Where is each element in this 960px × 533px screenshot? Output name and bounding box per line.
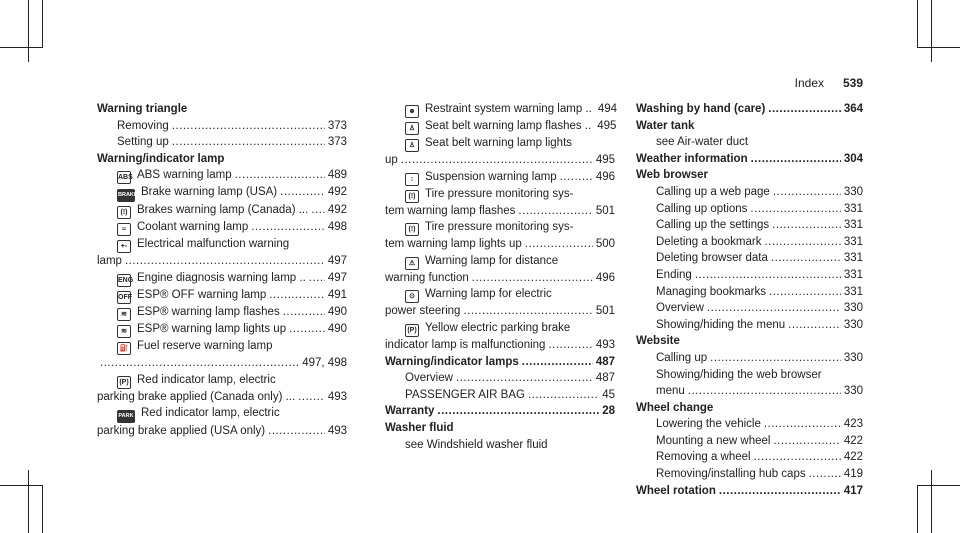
index-entry[interactable] — [636, 367, 863, 384]
leader-dots — [764, 416, 841, 433]
entry-label: Tire pressure monitoring sys- — [425, 187, 574, 200]
leader-dots — [280, 184, 325, 201]
index-entry[interactable] — [97, 202, 347, 219]
leader-dots — [548, 337, 592, 354]
page-ref[interactable]: 330 — [843, 185, 863, 198]
index-entry[interactable] — [97, 372, 347, 389]
page-ref[interactable]: 422 — [843, 451, 863, 464]
index-entry[interactable] — [97, 101, 347, 118]
crop-mark — [931, 470, 932, 533]
index-entry[interactable] — [636, 317, 863, 334]
index-entry[interactable] — [636, 201, 863, 218]
entry-text: Calling up the settings — [656, 219, 770, 232]
page-ref[interactable]: 492 — [327, 186, 347, 199]
steering-icon: ⊙ — [405, 290, 419, 303]
leader-dots — [456, 370, 593, 387]
entry-text: Warranty — [385, 405, 435, 418]
entry-label: Yellow electric parking brake — [425, 321, 571, 334]
crop-mark — [42, 0, 43, 48]
page-ref[interactable]: 489 — [327, 169, 347, 182]
entry-text — [117, 372, 276, 389]
index-column-2 — [385, 101, 615, 453]
index-entry[interactable] — [636, 101, 863, 118]
entry-text: Managing bookmarks — [656, 285, 766, 298]
entry-label: Tire pressure monitoring sys- — [425, 221, 574, 234]
index-entry[interactable] — [636, 466, 863, 483]
entry-text: Washing by hand (care) — [636, 103, 766, 115]
leader-dots — [309, 270, 325, 287]
index-entry[interactable] — [385, 403, 615, 420]
entry-text — [405, 169, 557, 186]
leader-dots — [751, 151, 841, 168]
page-ref[interactable]: 493 — [327, 425, 347, 438]
page-ref[interactable]: 487 — [595, 372, 615, 385]
index-entry[interactable] — [97, 184, 347, 202]
index-entry[interactable] — [385, 118, 615, 135]
index-entry[interactable] — [97, 405, 347, 423]
leader-dots — [769, 284, 841, 301]
entry-text: Wheel rotation — [636, 484, 716, 497]
leader-dots — [463, 303, 592, 320]
crop-mark — [917, 485, 960, 486]
index-entry[interactable] — [97, 167, 347, 184]
index-entry[interactable] — [97, 321, 347, 338]
leader-dots — [235, 167, 325, 184]
entry-label: Seat belt warning lamp lights — [425, 137, 573, 149]
entry-text: Showing/hiding the web browser — [656, 368, 822, 381]
entry-text — [117, 405, 280, 423]
index-entry-continuation[interactable] — [97, 389, 347, 406]
index-entry[interactable] — [636, 267, 863, 284]
entry-label: Red indicator lamp, electric — [137, 373, 276, 386]
crop-mark — [0, 485, 43, 486]
index-entry[interactable] — [636, 118, 863, 135]
entry-text: Washer fluid — [385, 421, 454, 434]
leader-dots — [401, 152, 593, 169]
entry-label: Warning lamp for distance — [425, 254, 559, 267]
leader-dots — [809, 466, 841, 483]
seatbelt-icon: ♙ — [405, 122, 419, 135]
leader-dots — [773, 184, 841, 201]
index-entry[interactable] — [97, 270, 347, 287]
leader-dots — [773, 433, 840, 450]
index-entry[interactable] — [385, 101, 615, 118]
entry-text — [405, 286, 552, 303]
entry-label: Brake warning lamp (USA) — [141, 186, 278, 199]
restraint-icon: ☻ — [405, 105, 419, 118]
index-entry[interactable] — [385, 219, 615, 236]
entry-text — [405, 219, 573, 236]
page-ref[interactable]: 493 — [327, 390, 347, 403]
entry-text — [117, 236, 289, 253]
entry-text: see Air-water duct — [656, 136, 749, 149]
entry-text: Showing/hiding the menu — [656, 318, 786, 331]
entry-text — [117, 184, 277, 202]
page-ref[interactable]: 498 — [327, 221, 347, 234]
entry-text: Wheel change — [636, 401, 714, 414]
entry-text: PASSENGER AIR BAG — [405, 388, 525, 401]
coolant-icon: ≈ — [117, 223, 131, 236]
index-entry[interactable] — [636, 134, 863, 151]
entry-text: Warning/indicator lamps — [385, 355, 519, 368]
index-entry[interactable] — [636, 250, 863, 267]
index-column-1 — [97, 101, 347, 440]
entry-text: tem warning lamp lights up — [385, 238, 522, 251]
page-ref[interactable]: 423 — [843, 418, 863, 431]
page-ref[interactable]: 331 — [843, 252, 863, 265]
leader-dots — [754, 449, 841, 466]
page-ref[interactable]: 487 — [595, 355, 615, 368]
entry-label: Fuel reserve warning lamp — [137, 339, 273, 352]
esp-lights-icon: ≋ — [117, 325, 131, 338]
index-entry[interactable] — [97, 236, 347, 253]
index-entry[interactable] — [385, 135, 615, 152]
distance-icon: ⚠ — [405, 257, 419, 270]
index-entry[interactable] — [385, 186, 615, 203]
index-entry-continuation[interactable] — [385, 152, 615, 169]
entry-text — [117, 270, 306, 287]
entry-text — [117, 338, 273, 355]
esp-off-icon: OFF — [117, 291, 131, 304]
index-entry[interactable] — [385, 370, 615, 387]
index-entry[interactable] — [636, 383, 863, 400]
entry-label: Suspension warning lamp — [425, 170, 557, 183]
index-entry[interactable] — [636, 350, 863, 367]
page-ref[interactable]: 373 — [327, 119, 347, 132]
leader-dots — [788, 317, 841, 334]
entry-text: Water tank — [636, 119, 695, 132]
index-entry[interactable] — [385, 437, 615, 454]
entry-label: Red indicator lamp, electric — [141, 407, 280, 420]
leader-dots — [750, 201, 840, 218]
crop-mark — [917, 0, 918, 48]
entry-text — [405, 186, 573, 203]
entry-label: ESP® warning lamp flashes — [137, 305, 280, 318]
entry-text: Deleting a bookmark — [656, 235, 762, 248]
index-entry[interactable] — [97, 304, 347, 321]
entry-text: indicator lamp is malfunctioning — [385, 338, 546, 351]
page-number: 539 — [842, 76, 863, 90]
index-entry[interactable] — [636, 300, 863, 317]
leader-dots — [251, 219, 325, 236]
leader-dots — [298, 389, 325, 406]
page-ref[interactable]: 494 — [597, 103, 617, 115]
entry-text: Lowering the vehicle — [656, 418, 761, 431]
entry-text: Setting up — [117, 136, 169, 149]
entry-label: ESP® warning lamp lights up — [137, 322, 287, 335]
leader-dots — [100, 355, 299, 372]
crop-mark — [931, 0, 932, 62]
brake-icon: BRAKE — [117, 189, 135, 202]
entry-text: Calling up a web page — [656, 185, 770, 198]
page-ref[interactable]: 497 — [327, 271, 347, 284]
page-ref[interactable]: 373 — [327, 136, 347, 149]
page-ref[interactable]: 501 — [595, 305, 615, 318]
leader-dots — [522, 354, 593, 371]
index-entry[interactable] — [636, 234, 863, 251]
leader-dots — [269, 287, 325, 304]
page-ref[interactable]: 331 — [843, 285, 863, 298]
leader-dots — [695, 267, 841, 284]
fuel-icon: ⛽ — [117, 342, 131, 355]
entry-text — [405, 118, 591, 135]
leader-dots — [172, 118, 325, 135]
index-entry[interactable] — [636, 167, 863, 184]
index-entry[interactable] — [636, 184, 863, 201]
index-entry[interactable] — [636, 333, 863, 350]
index-entry[interactable] — [385, 286, 615, 303]
page-ref[interactable]: 501 — [595, 204, 615, 217]
entry-text: Calling up options — [656, 202, 748, 215]
page-ref[interactable]: 45 — [602, 388, 615, 401]
crop-mark — [42, 485, 43, 533]
index-entry[interactable] — [385, 169, 615, 186]
page-ref[interactable]: 331 — [843, 219, 863, 232]
entry-text: lamp — [97, 255, 122, 268]
index-entry-continuation[interactable] — [385, 270, 615, 287]
entry-text: Calling up — [656, 351, 708, 364]
leader-dots — [707, 300, 841, 317]
index-entry[interactable] — [636, 400, 863, 417]
index-entry[interactable] — [97, 219, 347, 236]
leader-dots — [472, 270, 593, 287]
leader-dots — [764, 234, 840, 251]
index-entry[interactable] — [97, 287, 347, 304]
park-icon: PARK — [117, 410, 135, 423]
page-ref[interactable]: 331 — [843, 202, 863, 215]
entry-text — [117, 321, 286, 338]
page-ref[interactable]: 495 — [595, 154, 615, 166]
leader-dots — [771, 250, 841, 267]
leader-dots — [283, 304, 325, 321]
page-ref[interactable]: 497 — [327, 255, 347, 268]
entry-text: parking brake applied (USA only) — [97, 425, 266, 438]
entry-text — [117, 167, 232, 184]
entry-text — [405, 253, 558, 270]
leader-dots — [772, 217, 841, 234]
page-ref[interactable]: 330 — [843, 302, 863, 315]
page-ref[interactable]: 330 — [843, 385, 863, 398]
entry-label: Seat belt warning lamp flashes .. — [425, 120, 592, 132]
entry-text — [117, 304, 280, 321]
page-ref[interactable]: 28 — [602, 405, 615, 418]
entry-text: Warning triangle — [97, 103, 188, 115]
index-entry[interactable] — [97, 118, 347, 135]
entry-label: Coolant warning lamp — [137, 221, 249, 234]
index-entry-continuation[interactable] — [385, 337, 615, 354]
page-ref[interactable]: 419 — [843, 468, 863, 481]
leader-dots — [719, 483, 841, 500]
entry-text — [117, 202, 308, 219]
page-ref[interactable]: 490 — [327, 322, 347, 335]
leader-dots — [518, 203, 592, 220]
entry-text: Overview — [656, 302, 704, 315]
crop-mark — [28, 0, 29, 62]
header-label: Index — [794, 76, 824, 90]
page-ref[interactable]: 490 — [327, 305, 347, 318]
index-entry[interactable] — [385, 387, 615, 404]
leader-dots — [525, 236, 593, 253]
entry-text: Overview — [405, 372, 453, 385]
entry-text: Weather information — [636, 152, 748, 165]
entry-text: power steering — [385, 305, 461, 318]
index-entry[interactable] — [97, 151, 347, 168]
crop-mark — [0, 47, 43, 48]
page-ref[interactable]: 495 — [597, 120, 617, 132]
page-ref[interactable]: 496 — [595, 271, 615, 284]
page-ref[interactable]: 304 — [843, 152, 863, 165]
entry-text — [405, 101, 592, 118]
entry-text — [405, 135, 572, 152]
leader-dots — [688, 383, 841, 400]
index-column-3 — [636, 101, 863, 499]
brake-canada-icon: (!) — [117, 206, 131, 219]
page-ref[interactable]: 331 — [843, 235, 863, 248]
index-entry[interactable] — [636, 416, 863, 433]
index-entry[interactable] — [385, 354, 615, 371]
entry-label: Restraint system warning lamp .. — [425, 103, 592, 115]
page-ref[interactable]: 496 — [595, 170, 615, 183]
index-entry[interactable] — [385, 253, 615, 270]
index-entry-continuation[interactable] — [385, 236, 615, 253]
page-ref[interactable]: 493 — [595, 338, 615, 351]
abs-icon: ABS — [117, 171, 131, 184]
index-entry[interactable] — [385, 320, 615, 337]
page-ref[interactable]: 330 — [843, 318, 863, 331]
leader-dots — [311, 202, 325, 219]
entry-text — [117, 219, 248, 236]
leader-dots — [768, 101, 841, 118]
entry-text: Removing a wheel — [656, 451, 751, 464]
page-ref[interactable]: 491 — [327, 288, 347, 301]
engine-icon: ENG — [117, 274, 131, 287]
index-entry-continuation[interactable] — [97, 355, 347, 372]
index-entry[interactable] — [385, 420, 615, 437]
index-entry[interactable] — [636, 433, 863, 450]
page-ref[interactable]: 500 — [595, 238, 615, 251]
esp-icon: ≋ — [117, 308, 131, 321]
leader-dots — [710, 350, 841, 367]
index-entry[interactable] — [97, 338, 347, 355]
tire-pressure-icon: (!) — [405, 190, 419, 203]
yellow-parking-icon: (P) — [405, 324, 419, 337]
entry-text: parking brake applied (Canada only) ... — [97, 390, 296, 403]
page-ref[interactable]: 417 — [843, 484, 863, 497]
page-ref[interactable]: 330 — [843, 351, 863, 364]
entry-text: see Windshield washer fluid — [405, 438, 548, 451]
entry-text: Deleting browser data — [656, 252, 768, 265]
leader-dots — [560, 169, 593, 186]
leader-dots — [172, 134, 325, 151]
crop-mark — [917, 485, 918, 533]
index-entry-continuation[interactable] — [97, 253, 347, 270]
page-ref[interactable]: 331 — [843, 268, 863, 281]
entry-text — [405, 320, 570, 337]
entry-label: Engine diagnosis warning lamp .. — [137, 271, 306, 284]
index-entry-continuation[interactable] — [97, 423, 347, 440]
page-ref[interactable]: 492 — [327, 204, 347, 217]
entry-label: Warning lamp for electric — [425, 288, 552, 301]
entry-text: Mounting a new wheel — [656, 434, 771, 447]
page-ref[interactable]: 422 — [843, 434, 863, 447]
parking-brake-icon: (P) — [117, 376, 131, 389]
entry-text: Web browser — [636, 169, 708, 182]
entry-label: ABS warning lamp — [137, 169, 232, 182]
leader-dots — [125, 253, 325, 270]
entry-label: Brakes warning lamp (Canada) ... — [137, 204, 309, 217]
index-entry-continuation[interactable] — [385, 203, 615, 220]
page-ref[interactable]: 497, 498 — [302, 356, 347, 369]
entry-label: ESP® OFF warning lamp — [137, 288, 267, 301]
entry-text: Website — [636, 335, 680, 348]
index-entry[interactable] — [636, 483, 863, 500]
battery-icon: +- — [117, 240, 131, 253]
leader-dots — [268, 423, 325, 440]
index-entry-continuation[interactable] — [385, 303, 615, 320]
index-entry[interactable] — [636, 217, 863, 234]
crop-mark — [28, 470, 29, 533]
entry-text: Removing — [117, 119, 169, 132]
entry-text: menu — [656, 385, 685, 398]
index-entry[interactable] — [636, 449, 863, 466]
entry-text: tem warning lamp flashes — [385, 204, 516, 217]
page-ref[interactable]: 364 — [843, 103, 863, 115]
leader-dots — [528, 387, 599, 404]
entry-text: warning function — [385, 271, 469, 284]
entry-label: Electrical malfunction warning — [137, 238, 290, 251]
suspension-icon: ↕ — [405, 173, 419, 186]
leader-dots — [437, 403, 599, 420]
entry-text: Removing/installing hub caps — [656, 468, 806, 481]
entry-text: Warning/indicator lamp — [97, 152, 225, 165]
seatbelt-lights-icon: ♙ — [405, 139, 419, 152]
entry-text — [117, 287, 266, 304]
crop-mark — [917, 47, 960, 48]
index-entry[interactable] — [636, 284, 863, 301]
entry-text: up — [385, 154, 398, 166]
entry-text: Ending — [656, 268, 692, 281]
index-entry[interactable] — [636, 151, 863, 168]
tire-pressure-lights-icon: (!) — [405, 223, 419, 236]
leader-dots — [289, 321, 325, 338]
index-entry[interactable] — [97, 134, 347, 151]
